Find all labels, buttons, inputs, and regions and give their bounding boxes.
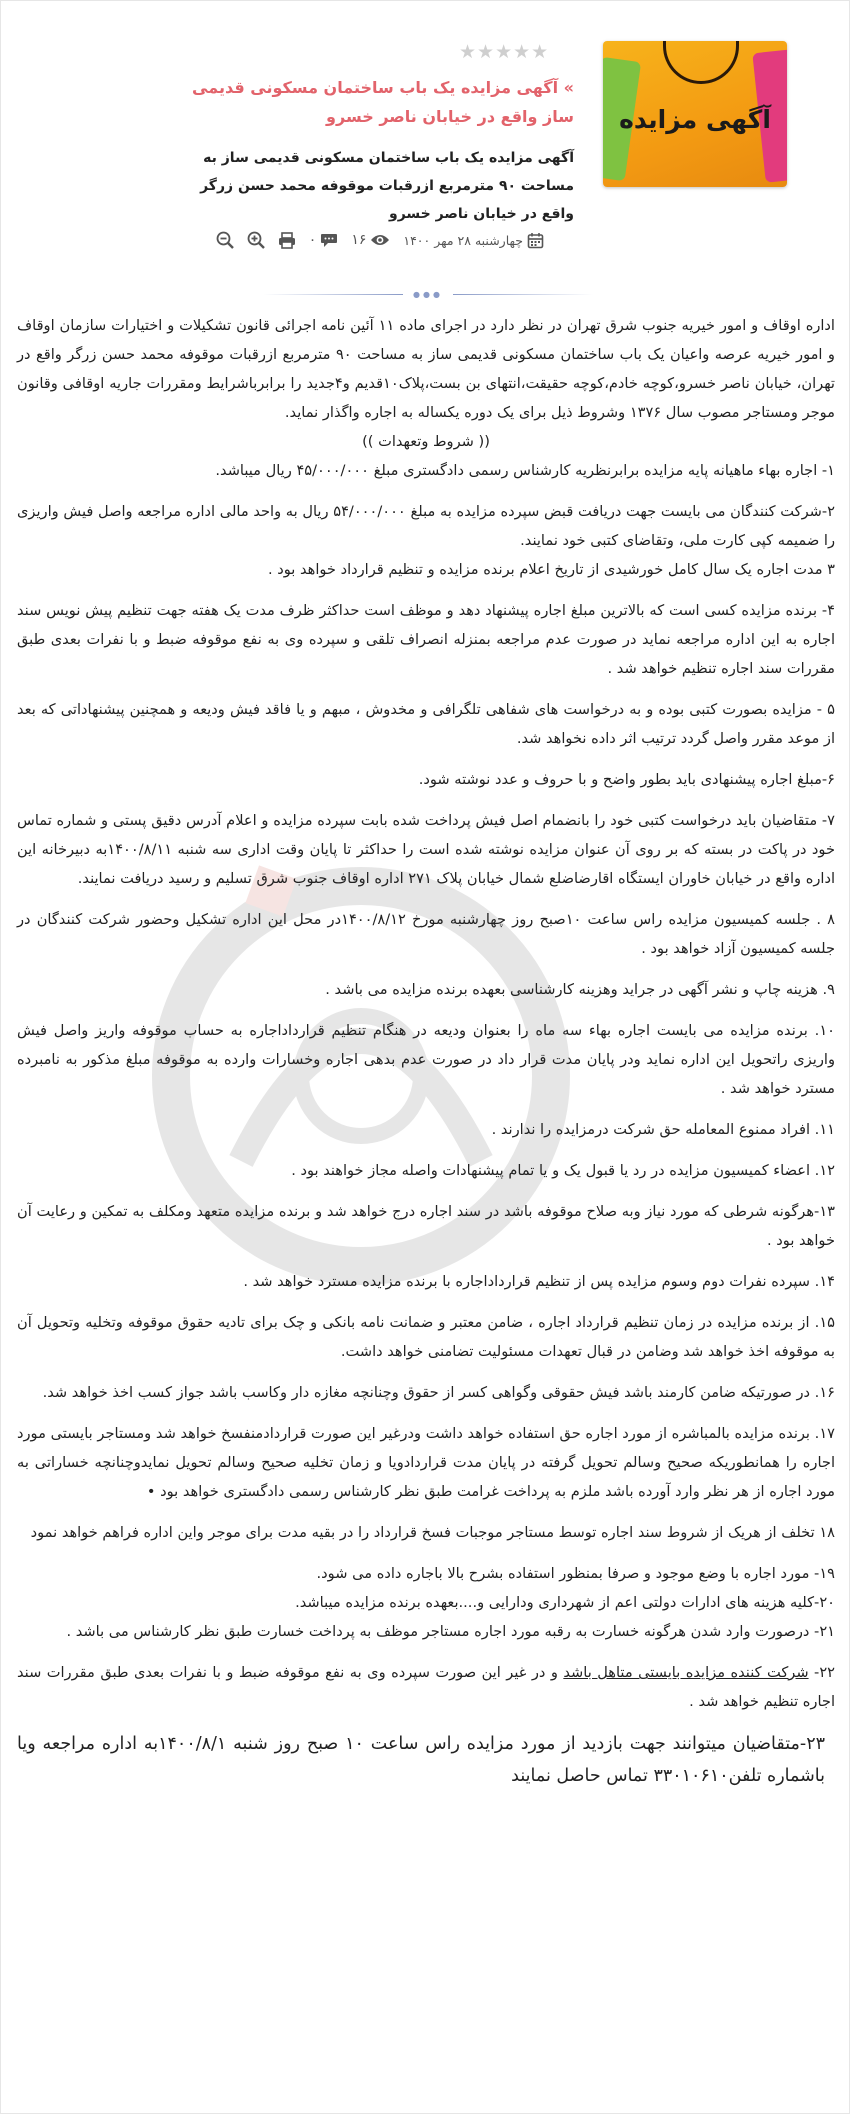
list-item: ۹. هزینه چاپ و نشر آگهی در جراید وهزینه کارشناسی بعهده برنده مزایده می باشد . (325, 981, 835, 998)
zoom-out-button[interactable] (216, 231, 234, 249)
intro-paragraph: اداره اوقاف و امور خیریه جنوب شرق تهران در نظر دارد در اجرای ماده ۱۱ آئین نامه اجرائی قانون تشکیلات و اختیارات سازمان اوقاف و امور خیریه عرصه واعیان یک باب ساختمان مسکونی قدیمی ساز به مساحت ۹۰ مترمربع ازرقبات موقوفه محمد حسن زرگر واقع در تهران، خیابان ناصر خسرو،کوچه خادم،کوچه حقیقت،انتهای بن بست،پلاک۱۰قدیم و۴جدید را برابرباشرایط ومقررات جاریه اوقافی وقانون موجر ومستاجر مصوب سال ۱۳۷۶ وشروط ذیل برای یک دوره یکساله به اجاره واگذار نماید. (17, 317, 835, 421)
list-item: ۸ . جلسه کمیسیون مزایده راس ساعت ۱۰صبح روز چهارشنبه مورخ ۱۴۰۰/۸/۱۲در محل این اداره تشکیل وحضور شرکت کنندگان در جلسه کمیسیون آزاد خواهد بود . (17, 911, 836, 957)
comments-item[interactable] (309, 232, 339, 248)
thumbnail-label: آگهی مزایده (619, 105, 771, 134)
list-item: ۱۷. برنده مزایده بالمباشره از مورد اجاره حق استفاده خواهد داشت ودرغیر این صورت قراردادمنفسخ خواهد شد ومستاجر بایستی مورد اجاره را همانطوریکه صحیح وسالم تحویل گرفته در پایان مدت قراردادویا و زمان تخلیه صحیح وسالم تحویل نمایدوچنانچه خساراتی به مورد اجاره از هر نظر وارد آورده باشد ملزم به پرداخت غرامت طبق نظر کارشناس رسمی دادگستری خواهد بود • (17, 1425, 835, 1500)
divider-dots: ●●● (413, 290, 443, 299)
list-item: ۲۰-کلیه هزینه های ادارات دولتی اعم از شهرداری ودارایی و....بعهده برنده مزایده میباشد. (295, 1594, 835, 1611)
section-divider (263, 290, 593, 300)
comment-icon (320, 232, 338, 248)
zoom-in-button[interactable] (247, 231, 265, 249)
list-item-22: ۲۲- شرکت کننده مزایده بایستی متاهل باشد و در غیر این صورت سپرده وی به نفع موقوفه ضبط و با نفرات بعدی طبق مقررات سند اجاره تنظیم خواهد شد . (17, 1664, 835, 1710)
list-item: ۷- متقاضیان باید درخواست کتبی خود را بانضمام اصل فیش پرداخت شده بابت سپرده مزایده و اعلام آدرس دقیق پستی و شماره تماس خود در پاکت در بسته که بر روی آن عنوان مزایده نوشته شده است را حداکثر تا پایان وقت اداری سه شنبه ۱۴۰۰/۸/۱۱به دبیرخانه این اداره واقع در خیابان خاوران ایستگاه اقارضاضلع شمال خیابان پلاک ۲۷۱ اداره اوقاف جنوب شرق تسلیم و رسید دریافت نمایند. (17, 812, 835, 887)
conditions-heading: (( شروط وتعهدات )) (362, 433, 490, 450)
conditions-list (17, 456, 835, 1547)
article-summary: آگهی مزایده یک باب ساختمان مسکونی قدیمی ساز به مساحت ۹۰ مترمربع ازرقبات موقوفه محمد حسن زرگر واقع در خیابان ناصر خسرو (200, 150, 574, 222)
article-title[interactable]: » آگهی مزایده یک باب ساختمان مسکونی قدیمی ساز واقع در خیابان ناصر خسرو (192, 78, 574, 126)
list-item: ۱۵. از برنده مزایده در زمان تنظیم قرارداد اجاره ، ضامن معتبر و ضمانت نامه بانکی و چک برای تادیه حقوق موقوفه وتخلیه وتحویل آن به موقوفه اخذ خواهد شد وضامن در قبال تعهدات مسئولیت تضامنی خواهد داشت. (17, 1314, 835, 1360)
rating-stars[interactable]: ★★★★★ (459, 41, 550, 63)
eye-icon (370, 233, 390, 247)
list-item: ۱۶. در صورتیکه ضامن کارمند باشد فیش حقوقی وگواهی کسر از حقوق وچنانچه مغازه دار وکاسب باشد جواز کسب اخذ خواهد شد. (42, 1384, 835, 1401)
article-thumbnail (603, 41, 787, 187)
article-toolbar (216, 227, 544, 253)
zoom-out-icon (216, 231, 234, 249)
tag-string-shape (663, 41, 739, 84)
list-item: ۵ - مزایده بصورت کتبی بوده و به درخواست های شفاهی تلگرافی و مخدوش ، مبهم و یا فاقد فیش ودیعه و همچنین پیشنهاداتی که بعد از موعد مقرر واصل گردد ترتیب اثر داده نخواهد شد. (17, 701, 835, 747)
views-item (351, 232, 390, 248)
list-item: ۱- اجاره بهاء ماهیانه پایه مزایده برابرنظریه کارشناس رسمی دادگستری مبلغ ۴۵/۰۰۰/۰۰۰ ریال میباشد. (215, 462, 835, 479)
date-item (403, 232, 544, 249)
list-item: ۱۰. برنده مزایده می بایست اجاره بهاء سه ماه را بعنوان ودیعه در هنگام تنظیم قرارداداجاره به حساب موقوفه واریز واصل فیش واریزی راتحویل این اداره نماید ودر پایان مدت قرار داد در صورت عدم بدهی اجاره وخسارات وارده به موقوفه مبلغ مذکور به نامبرده مسترد خواهد شد . (17, 1022, 835, 1097)
list-item: ۱۳-هرگونه شرطی که مورد نیاز وبه صلاح موقوفه باشد در سند اجاره درج خواهد شد و برنده مزایده متعهد ومکلف به تمکین و رعایت آن خواهد بود . (17, 1203, 835, 1249)
married-requirement: شرکت کننده مزایده بایستی متاهل باشد (563, 1664, 809, 1681)
list-item: ۳ مدت اجاره یک سال کامل خورشیدی از تاریخ اعلام برنده مزایده و تنظیم قرارداد خواهد بود . (267, 561, 835, 578)
list-item: ۱۲. اعضاء کمیسیون مزایده در رد یا قبول یک و یا تمام پیشنهادات واصله مجاز خواهند بود . (291, 1162, 835, 1179)
list-item: ۱۴. سپرده نفرات دوم وسوم مزایده پس از تنظیم قرارداداجاره با برنده مزایده مسترد خواهد شد . (243, 1273, 835, 1290)
list-item: ۲-شرکت کنندگان می بایست جهت دریافت قبض سپرده مزایده به مبلغ ۵۴/۰۰۰/۰۰۰ ریال به واحد مالی اداره مراجعه واصل فیش واریزی را ضمیمه کپی کارت ملی، وتقاضای کتبی خود نمایند. (17, 503, 835, 549)
article-date: چهارشنبه ۲۸ مهر ۱۴۰۰ (403, 232, 523, 248)
views-count: ۱۶ (351, 232, 367, 248)
list-item: ۱۹- مورد اجاره با وضع موجود و صرفا بمنظور استفاده بشرح بالا باجاره داده می شود. (316, 1565, 835, 1582)
comments-count: ۰ (308, 232, 317, 248)
article-body (17, 311, 835, 1804)
list-item: ۱۱. افراد ممنوع المعامله حق شرکت درمزایده را ندارند . (491, 1121, 835, 1138)
list-item: ۴- برنده مزایده کسی است که بالاترین مبلغ اجاره پیشنهاد دهد و موظف است حداکثر ظرف مدت یک هفته جهت تنظیم پیش نویس سند اجاره به این اداره مراجعه نماید در صورت عدم مراجعه بمنزله انصراف تلقی و سپرده وی به نفع موقوفه ضبط و با نفرات بعدی طبق مقررات سند اجاره تنظیم خواهد شد . (17, 602, 835, 677)
print-icon (278, 232, 296, 249)
list-item: ۶-مبلغ اجاره پیشنهادی باید بطور واضح و با حروف و عدد نوشته شود. (418, 771, 835, 788)
visit-paragraph: ۲۳-متقاضیان میتوانند جهت بازدید از مورد مزایده راس ساعت ۱۰ صبح روز شنبه ۱۴۰۰/۸/۱به اداره مراجعه ویا باشماره تلفن۳۳۰۱۰۶۱۰ تماس حاصل نمایند (17, 1734, 825, 1786)
print-button[interactable] (278, 232, 296, 249)
calendar-icon (527, 232, 544, 249)
zoom-in-icon (247, 231, 265, 249)
list-item: ۱۸ تخلف از هریک از شروط سند اجاره توسط مستاجر موجبات فسخ قرارداد را در بقیه مدت برای موجر واین اداره فراهم خواهد نمود (30, 1524, 835, 1541)
list-item: ۲۱- درصورت وارد شدن هرگونه خسارت به رقبه مورد اجاره مستاجر موظف به پرداخت خسارت طبق نظر کارشناس می باشد . (66, 1623, 835, 1640)
